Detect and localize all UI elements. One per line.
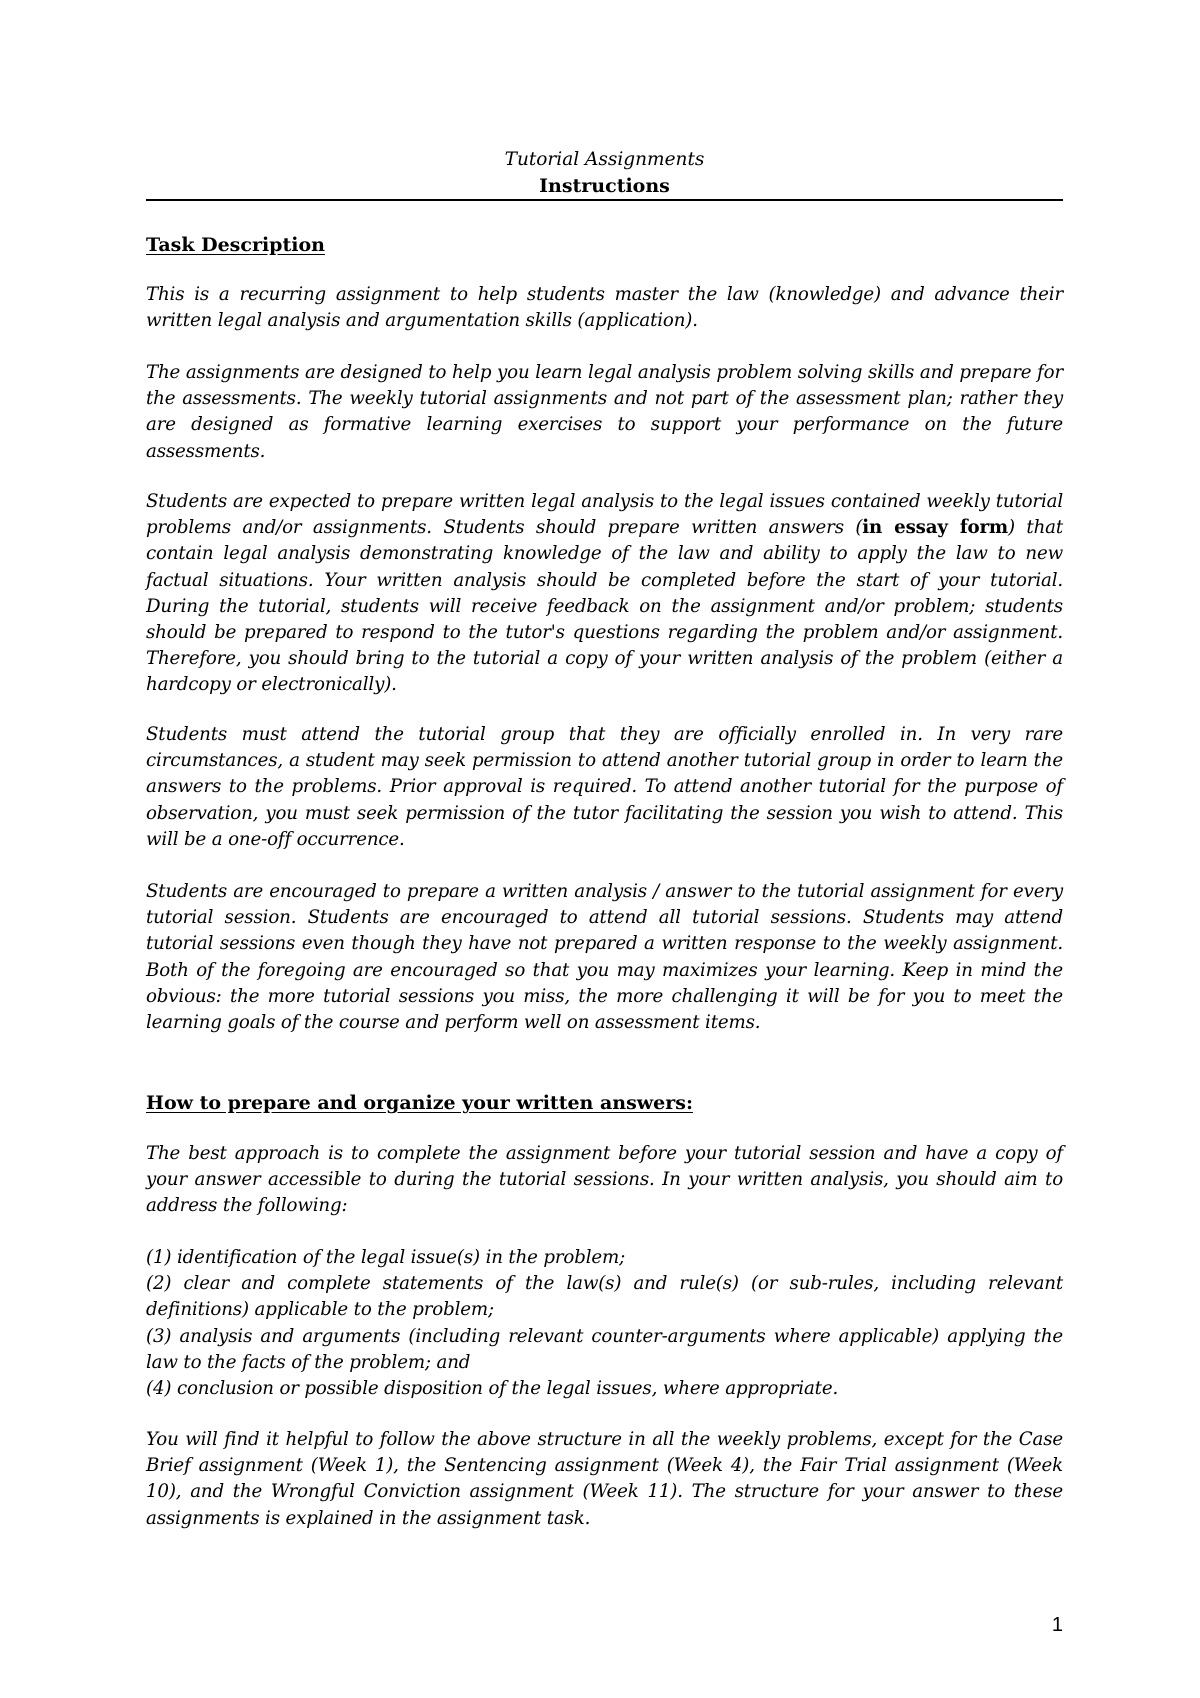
task-paragraph-5: Students are encouraged to prepare a written analysis / answer to the tutorial assignment for every tutorial session. Students are encouraged to attend all tutorial sessions. Students may attend tutorial sessions even though they have not prepared a written response to the weekly assignment. Both of the foregoing are encouraged so that you may maximizes your learning. Keep in mind the obvious: the more tutorial sessions you miss, the more challenging it will be for you to meet the learning goals of the course and perform well on assessment items. — [146, 881, 1063, 1034]
closing-paragraph: You will find it helpful to follow the above structure in all the weekly problems, except for the Case Brief assignment (Week 1), the Sentencing assignment (Week 4), the Fair Trial assignment (Week 10), and the Wrongful Conviction assignment (Week 11). The structure for your answer to these assignments is explained in the assignment task. — [146, 1429, 1063, 1529]
list-item: (2) clear and complete statements of the law(s) and rule(s) (or sub-rules, including relevant definitions) applicable to the problem; — [146, 1273, 1063, 1321]
list-item: (1) identification of the legal issue(s) in the problem; — [146, 1247, 626, 1268]
task-paragraph-3-part-1: Students are expected to prepare written legal analysis to the legal issues contained weekly tutorial problems and/or assignments. Students should prepare written answers ( — [146, 491, 1063, 539]
task-paragraph-2: The assignments are designed to help you learn legal analysis problem solving skills and prepare for the assessments. The weekly tutorial assignments and not part of the assessment plan; rather they are designed as formative learning exercises to support your performance on the future assessments. — [146, 362, 1063, 462]
task-paragraph-3 — [146, 489, 1063, 699]
task-paragraph-4: Students must attend the tutorial group that they are officially enrolled in. In very rare circumstances, a student may seek permission to attend another tutorial group in order to learn the answers to the problems. Prior approval is required. To attend another tutorial for the purpose of observation, you must seek permission of the tutor facilitating the session you wish to attend. This will be a one-off occurrence. — [146, 724, 1063, 850]
answer-structure-list — [146, 1245, 1063, 1402]
task-description-heading: Task Description — [146, 234, 325, 256]
document-header — [146, 146, 1063, 199]
document-title: Instructions — [539, 175, 670, 197]
document-page — [146, 0, 1063, 1698]
header-divider — [146, 199, 1063, 201]
document-subtitle: Tutorial Assignments — [504, 149, 705, 170]
page-number: 1 — [1051, 1614, 1063, 1636]
list-item: (4) conclusion or possible disposition of the legal issues, where appropriate. — [146, 1378, 839, 1400]
list-item: (3) analysis and arguments (including relevant counter-arguments where applicable) applying the law to the facts of the problem; and — [146, 1325, 1063, 1373]
essay-form-emphasis: in essay form — [862, 517, 1008, 539]
task-paragraph-3-part-2: ) that contain legal analysis demonstrating knowledge of the law and ability to apply the law to new factual situations. Your written analysis should be completed before the start of your tutorial. During the tutorial, students will receive feedback on the assignment and/or problem; students should be prepared to respond to the tutor's questions regarding the problem and/or assignment. Therefore, you should bring to the tutorial a copy of your written analysis of the problem (either a hardcopy or electronically). — [146, 517, 1063, 696]
how-to-prepare-intro: The best approach is to complete the assignment before your tutorial session and have a copy of your answer accessible to during the tutorial sessions. In your written analysis, you should aim to address the following: — [146, 1143, 1063, 1217]
task-paragraph-1: This is a recurring assignment to help students master the law (knowledge) and advance their written legal analysis and argumentation skills (application). — [146, 284, 1063, 332]
how-to-prepare-heading: How to prepare and organize your written answers: — [146, 1092, 693, 1114]
